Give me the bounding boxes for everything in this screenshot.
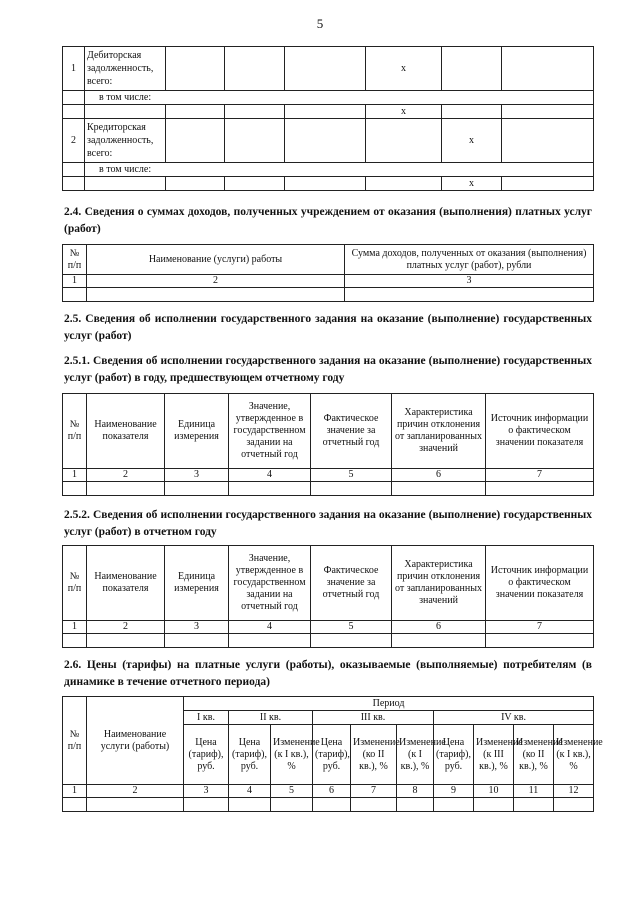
index-cell: 4 bbox=[229, 621, 311, 634]
table-cell bbox=[285, 105, 366, 119]
header-cell: Фактическое значение за отчетный год bbox=[311, 394, 392, 469]
index-cell: 9 bbox=[434, 785, 474, 798]
index-cell: 1 bbox=[63, 469, 87, 482]
table-row bbox=[63, 394, 594, 469]
header-cell: Изменение (ко II кв.), % bbox=[351, 725, 397, 785]
header-num: № п/п bbox=[63, 697, 87, 785]
header-cell: Фактическое значение за отчетный год bbox=[311, 546, 392, 621]
table-cell bbox=[285, 119, 366, 163]
index-cell: 3 bbox=[184, 785, 229, 798]
table-row bbox=[63, 621, 594, 634]
table-cell bbox=[502, 177, 594, 191]
index-cell: 3 bbox=[345, 275, 594, 288]
header-cell: № п/п bbox=[63, 394, 87, 469]
header-cell: Изменение (к I кв.), % bbox=[271, 725, 313, 785]
section-2-5-heading: 2.5. Сведения об исполнении государственного задания на оказание (выполнение) государственных услуг (работ) bbox=[64, 313, 592, 342]
page-number: 5 bbox=[316, 16, 324, 31]
section-2-5-2-heading: 2.5.2. Сведения об исполнении государственного задания на оказание (выполнение) государственных услуг (работ) в отчетном году bbox=[64, 509, 592, 538]
index-cell: 7 bbox=[486, 621, 594, 634]
table-cell: x bbox=[366, 105, 442, 119]
index-cell: 6 bbox=[313, 785, 351, 798]
empty-cell bbox=[434, 798, 474, 812]
header-q2: II кв. bbox=[229, 711, 313, 725]
header-cell: Характеристика причин отклонения от запланированных значений bbox=[392, 394, 486, 469]
index-cell: 2 bbox=[87, 785, 184, 798]
table-cell: x bbox=[366, 47, 442, 91]
section-2-4-heading: 2.4. Сведения о суммах доходов, полученных учреждением от оказания (выполнения) платных услуг (работ) bbox=[64, 206, 592, 235]
index-cell: 5 bbox=[311, 621, 392, 634]
empty-cell bbox=[514, 798, 554, 812]
empty-cell bbox=[351, 798, 397, 812]
table-cell bbox=[366, 177, 442, 191]
index-cell: 12 bbox=[554, 785, 594, 798]
empty-cell bbox=[87, 634, 165, 648]
index-cell: 6 bbox=[392, 621, 486, 634]
table-cell bbox=[166, 119, 225, 163]
index-cell: 5 bbox=[311, 469, 392, 482]
header-cell: Единица измерения bbox=[165, 546, 229, 621]
header-cell: Изменение (к I кв.), % bbox=[554, 725, 594, 785]
table-row bbox=[63, 546, 594, 621]
header-period: Период bbox=[184, 697, 594, 711]
index-cell: 1 bbox=[63, 275, 87, 288]
row-label bbox=[85, 105, 166, 119]
table-cell: x bbox=[442, 119, 502, 163]
table-row bbox=[63, 482, 594, 496]
table-cell: x bbox=[442, 177, 502, 191]
empty-cell bbox=[63, 163, 85, 177]
table-cell bbox=[225, 119, 285, 163]
empty-cell bbox=[313, 798, 351, 812]
table-cell bbox=[225, 47, 285, 91]
header-cell: Характеристика причин отклонения от запланированных значений bbox=[392, 546, 486, 621]
empty-cell bbox=[229, 634, 311, 648]
table-cell bbox=[166, 105, 225, 119]
empty-cell bbox=[271, 798, 313, 812]
table-row bbox=[63, 798, 594, 812]
section-2-6-heading: 2.6. Цены (тарифы) на платные услуги (работы), оказываемые (выполняемые) потребителям (в динамике в течение отчетного периода) bbox=[64, 659, 592, 688]
header-cell: Наименование показателя bbox=[87, 546, 165, 621]
empty-cell bbox=[63, 91, 85, 105]
table-row bbox=[63, 119, 594, 163]
index-cell: 4 bbox=[229, 469, 311, 482]
table-row bbox=[63, 634, 594, 648]
empty-cell bbox=[397, 798, 434, 812]
row-label bbox=[85, 177, 166, 191]
state-task-prev-table bbox=[62, 393, 594, 496]
table-row bbox=[63, 47, 594, 91]
empty-cell bbox=[486, 634, 594, 648]
index-cell: 3 bbox=[165, 621, 229, 634]
row-label: Дебиторская задолженность, всего: bbox=[85, 47, 166, 91]
table-cell bbox=[285, 47, 366, 91]
section-2-5-1-heading: 2.5.1. Сведения об исполнении государственного задания на оказание (выполнение) государственных услуг (работ) в году, предшествующем отчетному году bbox=[64, 355, 592, 384]
header-income-sum: Сумма доходов, полученных от оказания (выполнения) платных услуг (работ), рубли bbox=[345, 245, 594, 275]
table-row bbox=[63, 785, 594, 798]
header-q3: III кв. bbox=[313, 711, 434, 725]
table-cell bbox=[442, 47, 502, 91]
header-cell: Источник информации о фактическом значении показателя bbox=[486, 546, 594, 621]
header-cell: Цена (тариф), руб. bbox=[313, 725, 351, 785]
header-service-name: Наименование услуги (работы) bbox=[87, 697, 184, 785]
table-cell bbox=[166, 177, 225, 191]
state-task-current-table bbox=[62, 545, 594, 648]
empty-cell bbox=[229, 798, 271, 812]
empty-cell bbox=[486, 482, 594, 496]
header-cell: Значение, утвержденное в государственном задании на отчетный год bbox=[229, 394, 311, 469]
header-cell: Наименование показателя bbox=[87, 394, 165, 469]
empty-cell bbox=[474, 798, 514, 812]
empty-cell bbox=[311, 634, 392, 648]
index-cell: 11 bbox=[514, 785, 554, 798]
empty-cell bbox=[87, 482, 165, 496]
table-row bbox=[63, 163, 594, 177]
header-num: № п/п bbox=[63, 245, 87, 275]
index-cell: 1 bbox=[63, 785, 87, 798]
header-q1: I кв. bbox=[184, 711, 229, 725]
index-cell: 7 bbox=[351, 785, 397, 798]
header-cell: Цена (тариф), руб. bbox=[184, 725, 229, 785]
empty-cell bbox=[165, 482, 229, 496]
table-row bbox=[63, 91, 594, 105]
index-cell: 7 bbox=[486, 469, 594, 482]
index-cell: 2 bbox=[87, 621, 165, 634]
empty-cell bbox=[311, 482, 392, 496]
subtotal-label: в том числе: bbox=[85, 163, 594, 177]
empty-cell bbox=[554, 798, 594, 812]
row-number bbox=[63, 177, 85, 191]
debt-table bbox=[62, 46, 594, 191]
table-row bbox=[63, 105, 594, 119]
subtotal-label: в том числе: bbox=[85, 91, 594, 105]
header-cell: № п/п bbox=[63, 546, 87, 621]
index-cell: 2 bbox=[87, 275, 345, 288]
empty-cell bbox=[63, 634, 87, 648]
header-cell: Единица измерения bbox=[165, 394, 229, 469]
header-cell: Значение, утвержденное в государственном задании на отчетный год bbox=[229, 546, 311, 621]
table-cell bbox=[442, 105, 502, 119]
empty-cell bbox=[63, 482, 87, 496]
row-number: 1 bbox=[63, 47, 85, 91]
row-number bbox=[63, 105, 85, 119]
empty-cell bbox=[87, 798, 184, 812]
empty-cell bbox=[63, 798, 87, 812]
table-cell bbox=[366, 119, 442, 163]
index-cell: 5 bbox=[271, 785, 313, 798]
header-cell: Изменение (к III кв.), % bbox=[474, 725, 514, 785]
table-cell bbox=[502, 119, 594, 163]
table-cell bbox=[225, 177, 285, 191]
table-cell bbox=[166, 47, 225, 91]
header-cell: Изменение (ко II кв.), % bbox=[514, 725, 554, 785]
empty-cell bbox=[392, 482, 486, 496]
index-cell: 3 bbox=[165, 469, 229, 482]
index-cell: 4 bbox=[229, 785, 271, 798]
header-service-name: Наименование (услуги) работы bbox=[87, 245, 345, 275]
empty-cell bbox=[392, 634, 486, 648]
table-row bbox=[63, 469, 594, 482]
index-cell: 2 bbox=[87, 469, 165, 482]
index-cell: 8 bbox=[397, 785, 434, 798]
index-cell: 10 bbox=[474, 785, 514, 798]
table-cell bbox=[285, 177, 366, 191]
table-cell bbox=[502, 47, 594, 91]
index-cell: 1 bbox=[63, 621, 87, 634]
empty-cell bbox=[229, 482, 311, 496]
empty-cell bbox=[165, 634, 229, 648]
prices-table bbox=[62, 696, 603, 812]
table-row bbox=[63, 177, 594, 191]
index-cell: 6 bbox=[392, 469, 486, 482]
header-cell: Цена (тариф), руб. bbox=[229, 725, 271, 785]
table-cell bbox=[502, 105, 594, 119]
empty-cell bbox=[184, 798, 229, 812]
row-label: Кредиторская задолженность, всего: bbox=[85, 119, 166, 163]
income-table bbox=[62, 244, 594, 302]
header-cell: Изменение (к I кв.), % bbox=[397, 725, 434, 785]
row-number: 2 bbox=[63, 119, 85, 163]
header-cell: Источник информации о фактическом значении показателя bbox=[486, 394, 594, 469]
table-cell bbox=[225, 105, 285, 119]
header-cell: Цена (тариф), руб. bbox=[434, 725, 474, 785]
header-q4: IV кв. bbox=[434, 711, 594, 725]
